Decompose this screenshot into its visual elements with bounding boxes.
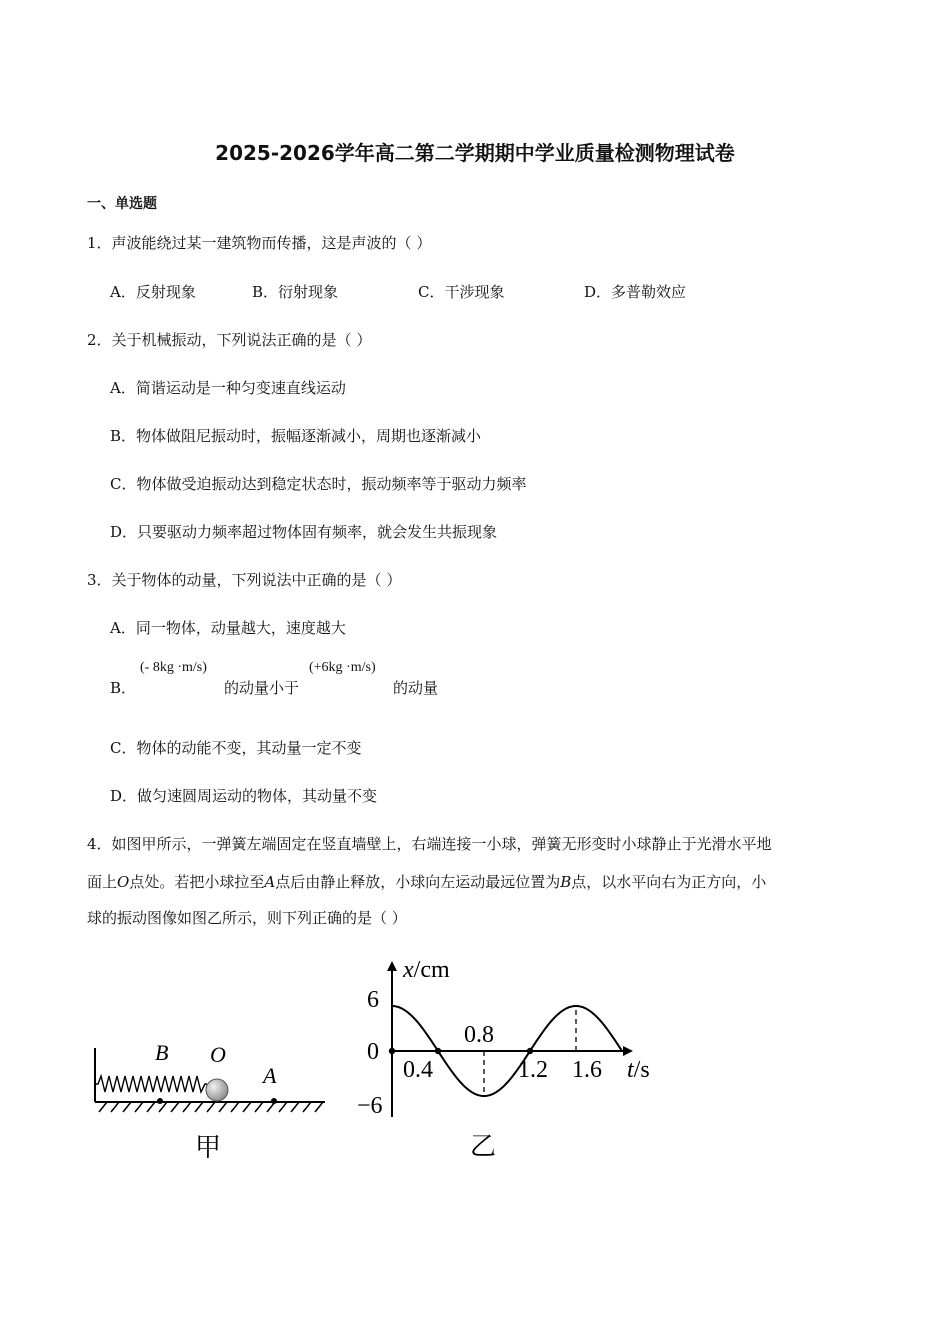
q3-option-b-mid: 的动量小于 (224, 679, 300, 697)
zero-crossing-dot (527, 1048, 533, 1054)
y-tick-neg6: −6 (357, 1093, 383, 1119)
label-b: B (155, 1040, 169, 1065)
x-tick-0.8: 0.8 (464, 1022, 494, 1048)
caption-jia: 甲 (195, 1133, 222, 1163)
q1-option-b: B．衍射现象 (252, 283, 339, 301)
q3-option-b-momentum-1: (- 8kg ·m/s) (140, 660, 207, 675)
question-2-stem: 2．关于机械振动，下列说法正确的是（ ） (87, 331, 372, 349)
y-tick-6: 6 (367, 987, 379, 1013)
x-tick-1.6: 1.6 (572, 1057, 602, 1083)
x-tick-1.2: 1.2 (518, 1057, 548, 1083)
q2-option-c: C．物体做受迫振动达到稳定状态时，振动频率等于驱动力频率 (110, 475, 527, 493)
question-1-stem: 1．声波能绕过某一建筑物而传播，这是声波的（ ） (87, 234, 432, 252)
q3-option-b-momentum-2: (+6kg ·m/s) (309, 660, 376, 675)
zero-crossing-dot (389, 1048, 395, 1054)
xt-graph (355, 955, 675, 1165)
label-o: O (210, 1042, 226, 1067)
ground-hatching (99, 1102, 323, 1112)
q3-option-d: D．做匀速圆周运动的物体，其动量不变 (110, 787, 378, 805)
question-3-stem: 3．关于物体的动量，下列说法中正确的是（ ） (87, 571, 402, 589)
section-heading: 一、单选题 (87, 196, 157, 212)
q1-option-c: C．干涉现象 (418, 283, 505, 301)
spring (95, 1076, 207, 1092)
q2-option-b: B．物体做阻尼振动时，振幅逐渐减小，周期也逐渐减小 (110, 427, 482, 445)
x-axis-label: t/s (627, 1057, 650, 1083)
x-tick-0.4: 0.4 (403, 1057, 433, 1083)
q3-option-a: A．同一物体，动量越大，速度越大 (110, 619, 346, 637)
caption-yi: 乙 (470, 1132, 497, 1162)
ball (206, 1079, 228, 1101)
label-a: A (263, 1063, 277, 1088)
page-title: 2025-2026学年高二第二学期期中学业质量检测物理试卷 (215, 141, 735, 165)
point-b-dot (157, 1098, 163, 1104)
q3-option-b-end: 的动量 (393, 679, 439, 697)
q3-option-b (110, 660, 510, 700)
question-4-line-3: 球的振动图像如图乙所示，则下列正确的是（ ） (87, 909, 407, 927)
q1-option-a: A．反射现象 (110, 283, 196, 301)
question-4-line-2: 面上O点处。若把小球拉至A点后由静止释放，小球向左运动最远位置为B点，以水平向右为正方向，小 (87, 873, 767, 891)
q3-option-b-label: B． (110, 679, 137, 697)
zero-crossing-dot (435, 1048, 441, 1054)
question-4-line-1: 4．如图甲所示，一弹簧左端固定在竖直墙壁上，右端连接一小球，弹簧无形变时小球静止于光滑水平地 (87, 835, 772, 853)
q3-option-c: C．物体的动能不变，其动量一定不变 (110, 739, 362, 757)
y-tick-0: 0 (367, 1039, 379, 1065)
y-axis-label: x/cm (403, 957, 450, 983)
q2-option-d: D．只要驱动力频率超过物体固有频率，就会发生共振现象 (110, 523, 498, 541)
spring-ball-figure (85, 1040, 335, 1165)
point-a-dot (271, 1098, 277, 1104)
q1-option-d: D．多普勒效应 (584, 283, 687, 301)
q2-option-a: A．简谐运动是一种匀变速直线运动 (110, 379, 346, 397)
